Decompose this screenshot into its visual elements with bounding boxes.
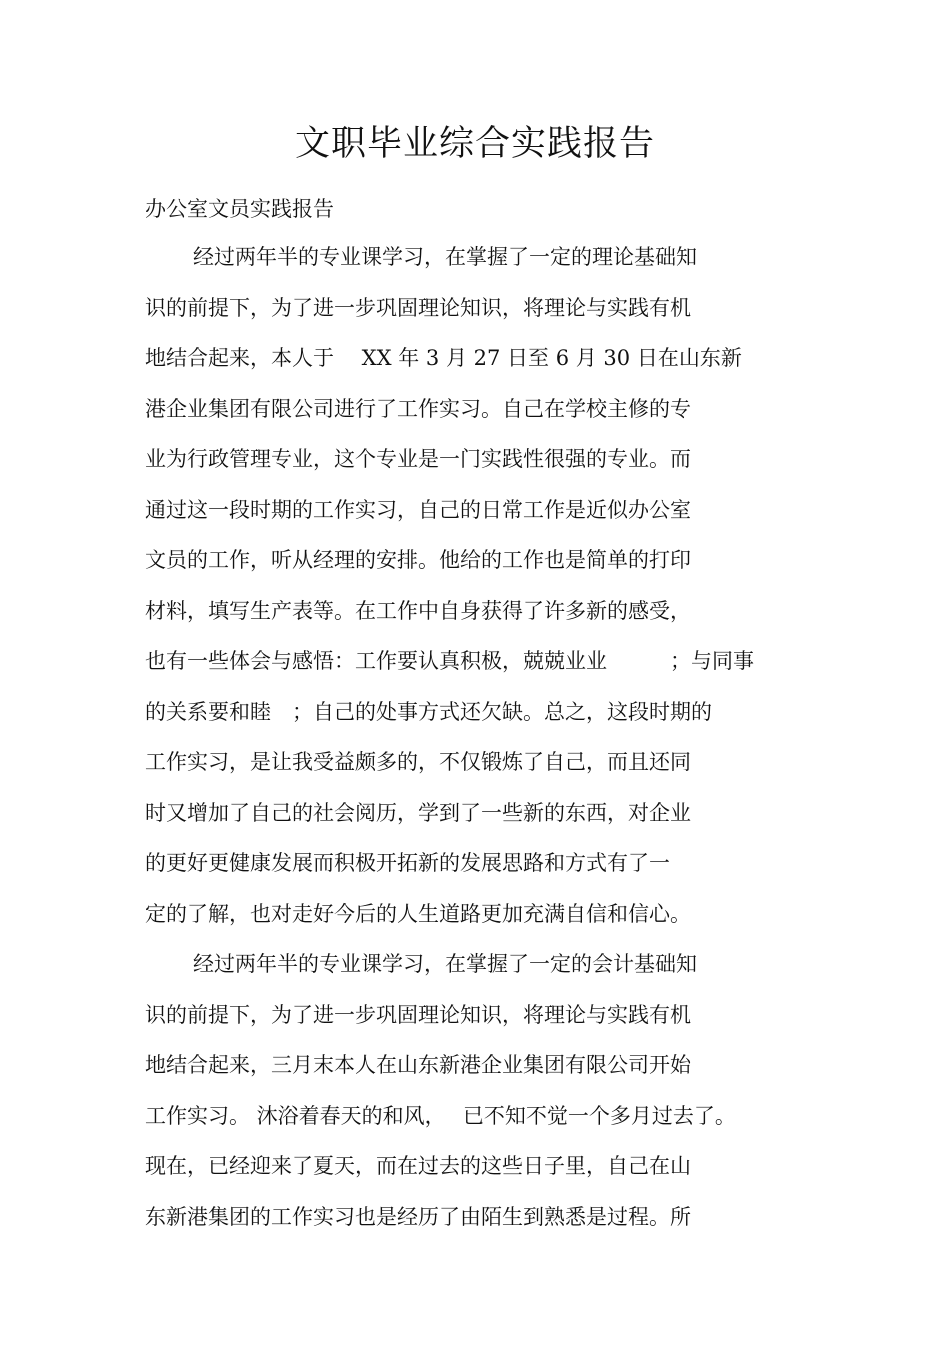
body-line: 工作实习。 沐浴着春天的和风， 已不知不觉一个多月过去了。 <box>145 1103 736 1128</box>
body-line: 地结合起来，本人于 XX 年 3 月 27 日至 6 月 30 日在山东新 <box>145 346 742 370</box>
body-line: 的关系要和睦 ；自己的处事方式还欠缺。总之，这段时期的 <box>145 699 712 724</box>
body-line: 经过两年半的专业课学习，在掌握了一定的理论基础知 <box>193 245 697 269</box>
body-text <box>145 237 825 1247</box>
body-line: 识的前提下，为了进一步巩固理论知识，将理论与实践有机 <box>145 1002 691 1027</box>
body-line: 港企业集团有限公司进行了工作实习。自己在学校主修的专 <box>145 396 691 421</box>
body-line: 定的了解，也对走好今后的人生道路更加充满自信和信心。 <box>145 901 691 926</box>
document-subtitle: 办公室文员实践报告 <box>145 197 334 221</box>
body-line: 识的前提下，为了进一步巩固理论知识，将理论与实践有机 <box>145 295 691 320</box>
body-line: 地结合起来，三月末本人在山东新港企业集团有限公司开始 <box>145 1053 691 1077</box>
body-line: 材料，填写生产表等。在工作中自身获得了许多新的感受， <box>145 598 691 623</box>
body-line: 业为行政管理专业，这个专业是一门实践性很强的专业。而 <box>145 447 691 471</box>
body-line: 经过两年半的专业课学习，在掌握了一定的会计基础知 <box>193 952 697 976</box>
body-line: 文员的工作，听从经理的安排。他给的工作也是简单的打印 <box>145 548 691 572</box>
body-line: 现在，已经迎来了夏天，而在过去的这些日子里，自己在山 <box>145 1154 691 1178</box>
body-line: 的更好更健康发展而积极开拓新的发展思路和方式有了一 <box>145 851 670 875</box>
body-line: 也有一些体会与感悟：工作要认真积极，兢兢业业 ；与同事 <box>145 649 754 673</box>
body-line: 工作实习，是让我受益颇多的，不仅锻炼了自己，而且还同 <box>145 750 691 774</box>
document-title: 文职毕业综合实践报告 <box>294 124 655 164</box>
body-line: 时又增加了自己的社会阅历，学到了一些新的东西，对企业 <box>145 800 691 825</box>
body-line: 通过这一段时期的工作实习，自己的日常工作是近似办公室 <box>145 497 691 522</box>
body-line: 东新港集团的工作实习也是经历了由陌生到熟悉是过程。所 <box>145 1204 691 1229</box>
